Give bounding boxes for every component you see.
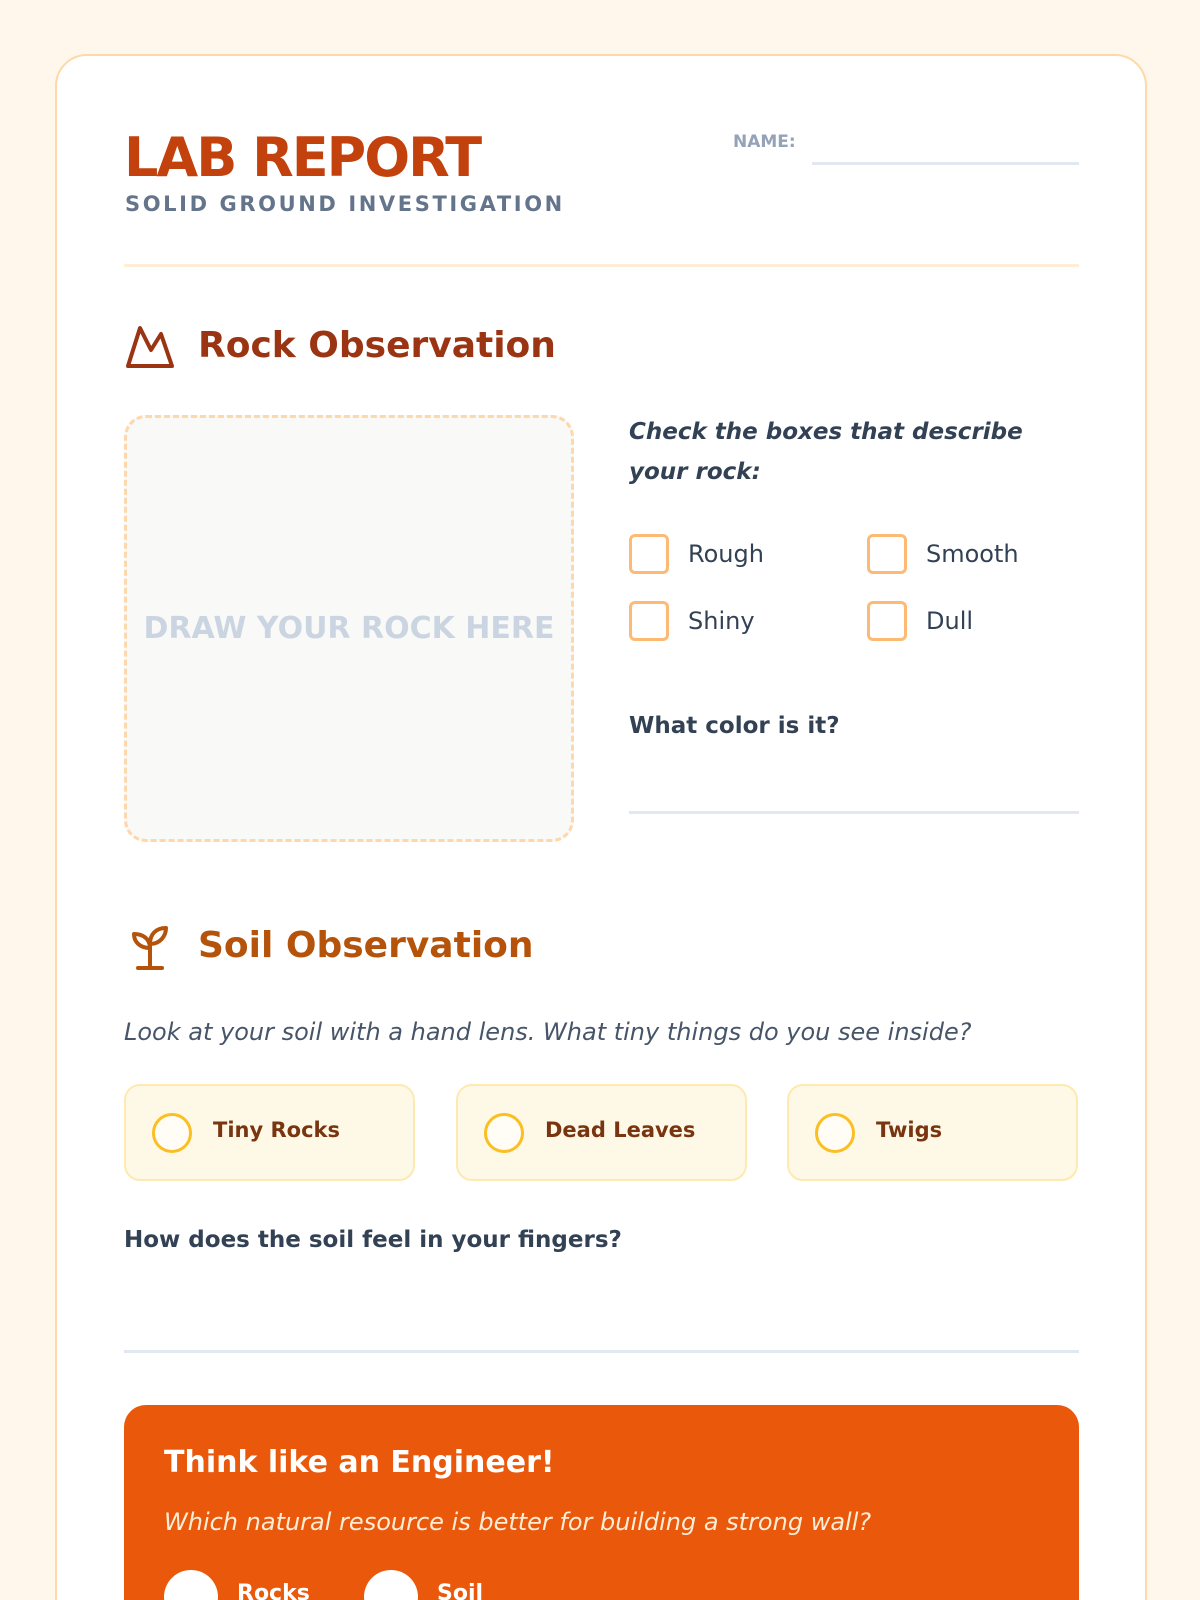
- option-radio[interactable]: [152, 1113, 192, 1153]
- rock-drawing-area[interactable]: [124, 415, 574, 842]
- page-title: LAB REPORT: [124, 126, 481, 189]
- checkbox-smooth[interactable]: [867, 534, 907, 574]
- color-answer-line[interactable]: [629, 811, 1079, 814]
- checkbox-rough[interactable]: [629, 534, 669, 574]
- name-input-line[interactable]: [812, 162, 1079, 165]
- soil-option-dead-leaves[interactable]: [456, 1084, 747, 1181]
- rock-section-title: Rock Observation: [198, 325, 556, 366]
- soil-section-title: Soil Observation: [198, 925, 534, 966]
- engineer-question: Which natural resource is better for building a strong wall?: [164, 1508, 872, 1536]
- soil-feel-answer-line[interactable]: [124, 1350, 1079, 1353]
- engineer-title: Think like an Engineer!: [164, 1445, 555, 1480]
- choice-label-rocks: Rocks: [237, 1581, 310, 1600]
- name-label: NAME:: [733, 132, 796, 152]
- option-label: Dead Leaves: [545, 1118, 696, 1142]
- checkbox-label-dull: Dull: [926, 607, 974, 635]
- checkbox-label-smooth: Smooth: [926, 540, 1019, 568]
- soil-option-tiny-rocks[interactable]: [124, 1084, 415, 1181]
- header-divider: [124, 264, 1079, 267]
- choice-radio-rocks[interactable]: [164, 1570, 218, 1600]
- draw-area-label: DRAW YOUR ROCK HERE: [143, 611, 555, 646]
- page-subtitle: SOLID GROUND INVESTIGATION: [125, 192, 565, 216]
- choice-radio-soil[interactable]: [364, 1570, 418, 1600]
- option-radio[interactable]: [815, 1113, 855, 1153]
- engineer-challenge-box: [124, 1405, 1079, 1600]
- checkbox-shiny[interactable]: [629, 601, 669, 641]
- checkbox-label-rough: Rough: [688, 540, 764, 568]
- soil-option-twigs[interactable]: [787, 1084, 1078, 1181]
- checkbox-dull[interactable]: [867, 601, 907, 641]
- sprout-icon: [124, 922, 176, 974]
- soil-feel-question: How does the soil feel in your fingers?: [124, 1227, 622, 1253]
- soil-instruction: Look at your soil with a hand lens. What tiny things do you see inside?: [124, 1018, 972, 1046]
- worksheet-card: [55, 54, 1147, 1600]
- color-question: What color is it?: [629, 713, 840, 739]
- option-radio[interactable]: [484, 1113, 524, 1153]
- checkbox-instruction: Check the boxes that describe your rock:: [629, 419, 1023, 485]
- option-label: Tiny Rocks: [213, 1118, 340, 1142]
- option-label: Twigs: [876, 1118, 943, 1142]
- mountain-icon: [124, 320, 176, 372]
- choice-label-soil: Soil: [437, 1581, 484, 1600]
- checkbox-label-shiny: Shiny: [688, 607, 755, 635]
